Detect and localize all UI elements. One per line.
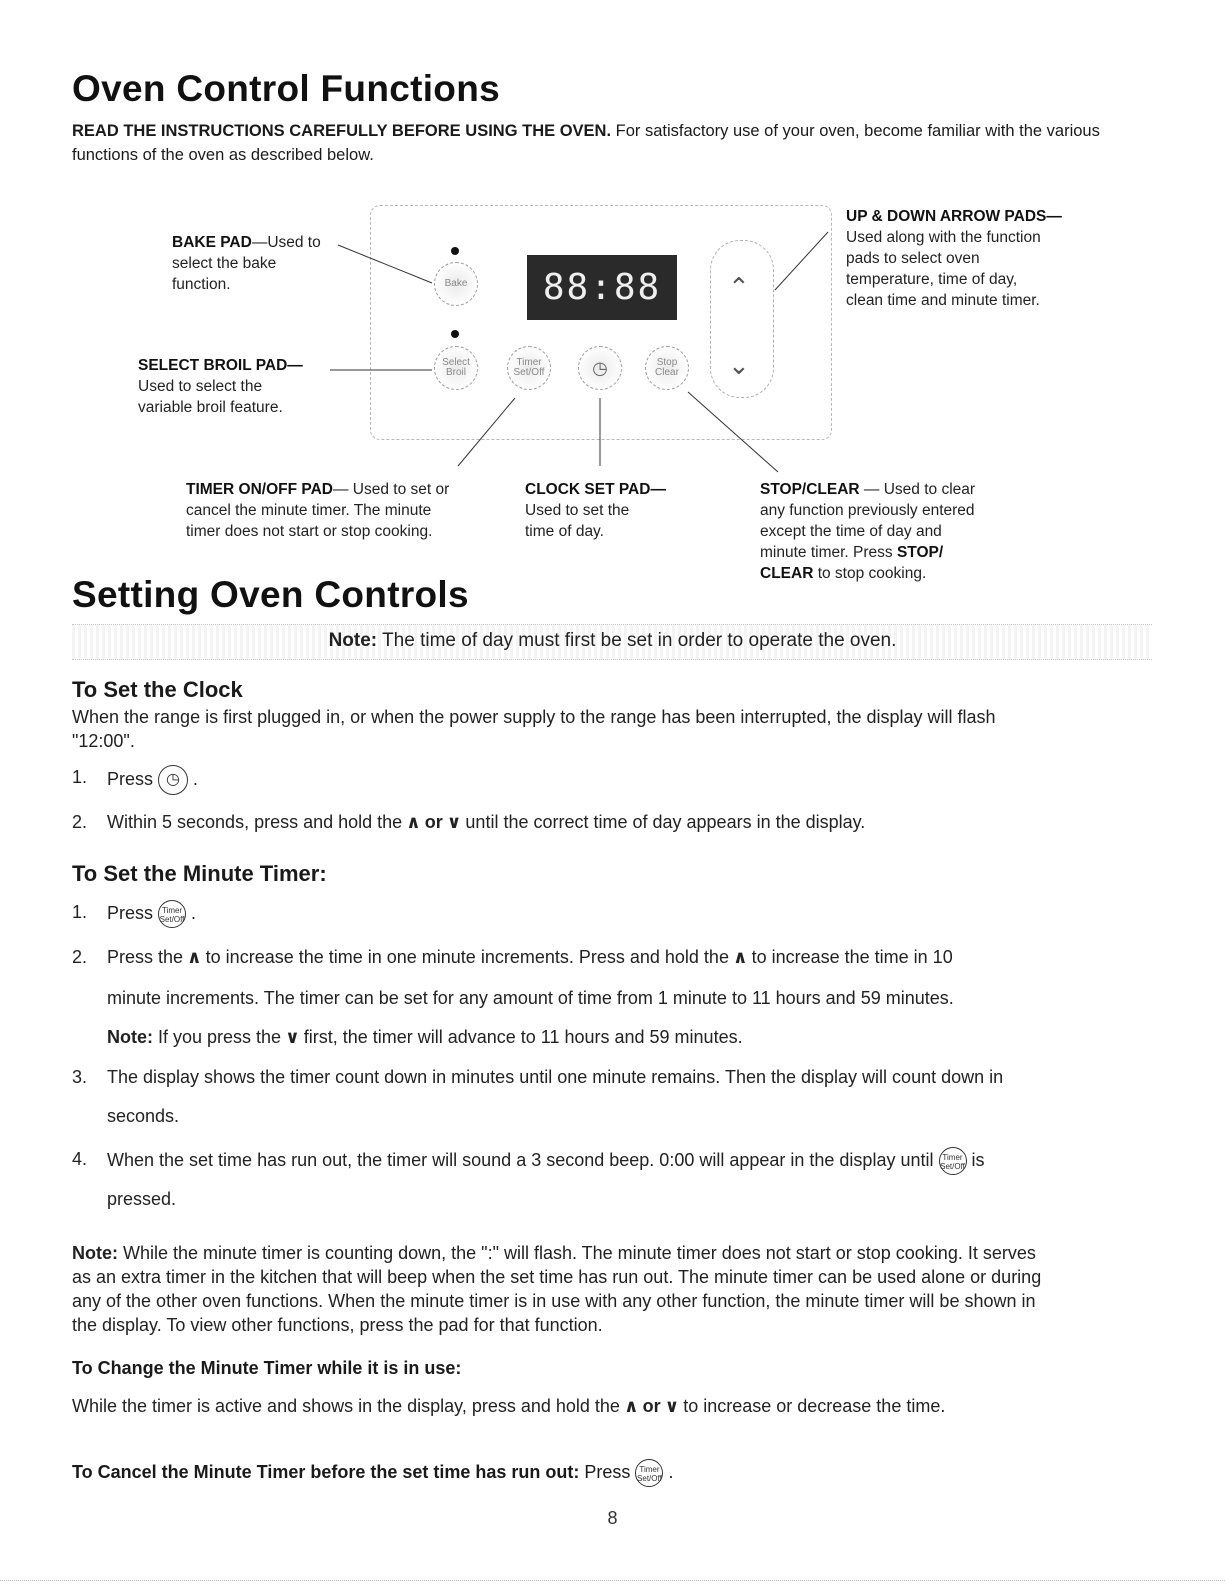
stop-callout-l1: — Used to clear: [859, 481, 976, 498]
timer-callout-l3: timer does not start or stop cooking.: [186, 523, 433, 540]
stop-callout-l2: any function previously entered: [760, 502, 975, 519]
note-bar-body: The time of day must first be set in order to operate the oven.: [377, 630, 897, 651]
clock-step2-b: until the correct time of day appears in the display.: [465, 812, 866, 832]
clock-step1-text: Press: [107, 768, 154, 789]
stop-callout-l5b: CLEAR: [760, 565, 814, 582]
clock-icon: ◷: [592, 358, 608, 378]
timer-s3-l1: The display shows the timer count down in minutes until one minute remains. Then the display will count down in: [107, 1067, 1004, 1087]
broil-callout-l2: variable broil feature.: [138, 399, 283, 416]
broil-callout-l1: Used to select the: [138, 378, 263, 395]
down-arrow-icon: ∨: [446, 812, 462, 832]
cancel-heading: To Cancel the Minute Timer before the set time has run out:: [72, 1461, 580, 1482]
arrows-callout-l1: Used along with the function: [846, 229, 1041, 246]
bottom-note-l4: the display. To view other functions, press the pad for that function.: [72, 1315, 603, 1335]
clock-pad-callout: [525, 479, 666, 542]
broil-callout-title: SELECT BROIL PAD—: [138, 357, 303, 374]
section-title: Setting Oven Controls: [72, 574, 469, 615]
clock-callout-l2: time of day.: [525, 523, 604, 540]
change-or: or: [642, 1396, 661, 1416]
timer-icon: Timer Set/Off: [158, 900, 186, 928]
bake-callout-title: BAKE PAD: [172, 234, 252, 251]
clock-step2-a: Within 5 seconds, press and hold the: [107, 812, 403, 832]
timer-step-3-line2: seconds.: [107, 1106, 180, 1126]
timer-s4-a: When the set time has run out, the timer will sound a 3 second beep. 0:00 will appear in the display until: [107, 1149, 934, 1170]
timer-s2-num: 2.: [72, 947, 88, 967]
down-arrow-icon: ∨: [664, 1396, 680, 1416]
timer-s1-end: .: [191, 902, 197, 923]
timer-step-4-line2: pressed.: [107, 1189, 177, 1209]
clock-step1-num: 1.: [72, 767, 88, 787]
timer-s1-wrap: [107, 900, 1167, 928]
up-arrow-icon: ∧: [187, 947, 202, 967]
cancel-press: Press: [579, 1461, 631, 1482]
down-arrow-icon: ∨: [285, 1027, 300, 1047]
note-bar-text: [0, 630, 1225, 652]
timer-s2-wrap: [107, 945, 1167, 969]
stop-callout-l4: minute timer. Press: [760, 544, 897, 561]
timer-s2-note-label: Note:: [107, 1027, 153, 1047]
timer-callout-l2: cancel the minute timer. The minute: [186, 502, 432, 519]
stop-callout-l5: to stop cooking.: [813, 565, 927, 582]
up-arrow-icon: ∧: [406, 812, 421, 832]
timer-s3-num: 3.: [72, 1067, 88, 1087]
arrows-callout-l3: temperature, time of day,: [846, 271, 1018, 288]
page-number: 8: [607, 1508, 618, 1528]
bottom-border: [0, 1580, 1225, 1581]
clock-step2-num: 2.: [72, 812, 88, 832]
timer-icon: Timer Set/Off: [635, 1459, 663, 1487]
stop-callout-l4b: STOP/: [896, 544, 944, 561]
note-bar-label: Note:: [328, 630, 378, 651]
clock-heading: To Set the Clock: [72, 677, 243, 702]
broil-pad-callout: [138, 355, 303, 418]
clock-para: [72, 705, 1162, 753]
clock-para-l2: "12:00".: [72, 731, 135, 751]
bottom-note-l2: as an extra timer in the kitchen that will beep when the set time has run out. The minute timer can be used alone or during: [72, 1267, 1042, 1287]
stop-leader: [688, 392, 778, 472]
arrows-callout-l4: clean time and minute timer.: [846, 292, 1040, 309]
clock-step2-text-wrap: [107, 810, 1167, 834]
timer-callout-l1: — Used to set or: [332, 481, 450, 498]
up-arrow-icon: ∧: [623, 1396, 639, 1416]
clock-icon: ◷: [158, 765, 188, 795]
panel-display: 88:88: [527, 255, 677, 320]
stop-callout-title: STOP/CLEAR: [760, 481, 860, 498]
timer-callout-title: TIMER ON/OFF PAD: [186, 481, 333, 498]
intro-bold: READ THE INSTRUCTIONS CAREFULLY BEFORE USING THE OVEN.: [72, 122, 612, 140]
broil-pad-label: Select Broil: [442, 357, 470, 378]
timer-s2-note-b: first, the timer will advance to 11 hours and 59 minutes.: [303, 1027, 743, 1047]
up-arrow-icon[interactable]: ⌃: [728, 272, 750, 302]
timer-s2-a: Press the: [107, 947, 184, 967]
change-b: to increase or decrease the time.: [683, 1396, 946, 1416]
bake-callout-l2: select the bake: [172, 255, 277, 272]
timer-icon: Timer Set/Off: [939, 1147, 967, 1175]
timer-s4-num: 4.: [72, 1149, 88, 1169]
timer-s1-num: 1.: [72, 902, 88, 922]
bake-callout-l3: function.: [172, 276, 231, 293]
timer-s4-wrap: [107, 1147, 1167, 1175]
clock-callout-l1: Used to set the: [525, 502, 630, 519]
stop-pad-label: Stop Clear: [655, 357, 679, 378]
arrows-callout-title: UP & DOWN ARROW PADS—: [846, 208, 1062, 225]
arrow-pads-callout: [846, 206, 1062, 311]
bake-callout-l1: —Used to: [251, 234, 321, 251]
page-title: Oven Control Functions: [72, 68, 500, 109]
cancel-end: .: [668, 1461, 674, 1482]
bake-leader: [338, 245, 432, 283]
change-a: While the timer is active and shows in the display, press and hold the: [72, 1396, 620, 1416]
timer-s2-c: to increase the time in 10: [751, 947, 953, 967]
clock-step2-or: or: [424, 812, 443, 832]
bottom-note-label: Note:: [72, 1243, 118, 1263]
cancel-timer-line: [72, 1459, 673, 1487]
minute-timer-note: [72, 1241, 1162, 1337]
arrows-callout-l2: pads to select oven: [846, 250, 980, 267]
bottom-note-l3: any of the other oven functions. When the minute timer is in use with any other function, the minute timer will be shown in: [72, 1291, 1036, 1311]
timer-s4-b: is: [971, 1149, 985, 1170]
timer-heading: To Set the Minute Timer:: [72, 861, 327, 886]
stop-callout-l3: except the time of day and: [760, 523, 942, 540]
timer-s1-text: Press: [107, 902, 154, 923]
clock-callout-title: CLOCK SET PAD—: [525, 481, 666, 498]
down-arrow-icon[interactable]: ⌄: [728, 350, 750, 380]
bottom-note-l1: While the minute timer is counting down, the ":" will flash. The minute timer does not start or stop cooking. It serves: [118, 1243, 1036, 1263]
stop-clear-callout: [760, 479, 975, 584]
timer-pad-label: Timer Set/Off: [513, 357, 545, 378]
clock-step1-end: .: [193, 768, 199, 789]
timer-leader: [458, 398, 515, 466]
arrows-leader: [775, 232, 828, 290]
clock-para-l1: When the range is first plugged in, or when the power supply to the range has been interrupted, the display will flash: [72, 707, 996, 727]
timer-pad-callout: [186, 479, 449, 542]
timer-step-2-line2: minute increments. The timer can be set for any amount of time from 1 minute to 11 hours and 59 minutes.: [107, 988, 954, 1008]
timer-s2-b: to increase the time in one minute increments. Press and hold the: [205, 947, 729, 967]
intro-rest: For satisfactory use of your oven, become familiar with the various functions of the oven as described below.: [72, 122, 1100, 164]
up-arrow-icon: ∧: [732, 947, 748, 967]
change-timer-text: [72, 1394, 1162, 1418]
bake-pad-callout: [172, 232, 321, 295]
timer-step-2-note: [107, 1025, 1167, 1049]
change-timer-heading: To Change the Minute Timer while it is in use:: [72, 1358, 462, 1378]
bake-pad-label: Bake: [444, 278, 468, 289]
clock-step1-text-wrap: [107, 765, 1167, 795]
timer-s2-note-a: If you press the: [153, 1027, 282, 1047]
